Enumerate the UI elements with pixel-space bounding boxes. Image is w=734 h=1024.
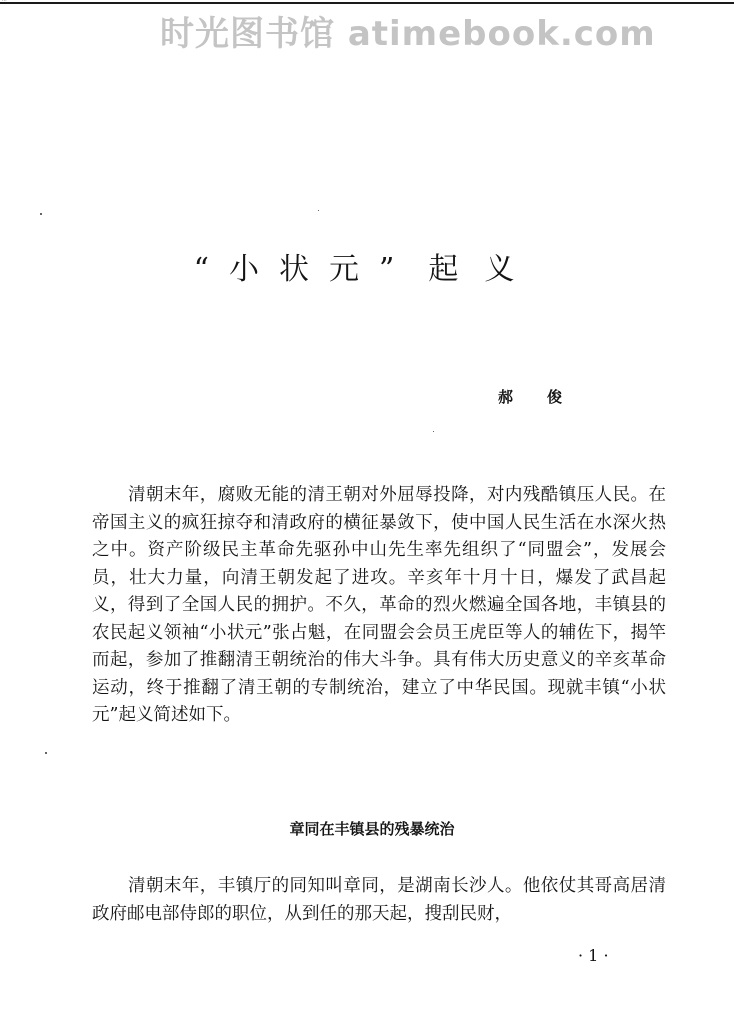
scan-speck	[318, 210, 319, 211]
corner-mark: ...	[2, 0, 7, 3]
scan-speck	[433, 431, 434, 432]
title-quoted: “小状元”	[193, 252, 415, 287]
chapter-title	[0, 250, 734, 290]
section-paragraph: 清朝末年，丰镇厅的同知叫章同，是湖南长沙人。他依仗其哥高居清政府邮电部侍郎的职位，从到任的那天起，搜刮民财，	[92, 876, 666, 924]
watermark: 时光图书馆 atimebook.com	[160, 14, 656, 54]
intro-paragraph: 清朝末年，腐败无能的清王朝对外屈辱投降，对内残酷镇压人民。在帝国主义的疯狂掠夺和清政府的横征暴敛下，使中国人民生活在水深火热之中。资产阶级民主革命先驱孙中山先生率先组织了“同盟会”，发展会员，壮大力量，向清王朝发起了进攻。辛亥年十月十日，爆发了武昌起义，得到了全国人民的拥护。不久，革命的烈火燃遍全国各地，丰镇县的农民起义领袖“小状元”张占魁，在同盟会会员王虎臣等人的辅佐下，揭竿而起，参加了推翻清王朝统治的伟大斗争。具有伟大历史意义的辛亥革命运动，终于推翻了清王朝的专制统治，建立了中华民国。现就丰镇“小状元”起义简述如下。	[92, 485, 666, 725]
top-border-line	[0, 2, 734, 4]
scan-speck	[45, 752, 47, 754]
title-rest: 起义	[428, 252, 541, 287]
scan-speck	[40, 213, 42, 215]
author-name: 郝俊	[498, 388, 597, 406]
page-number: · 1 ·	[578, 946, 609, 965]
section-heading: 章同在丰镇县的残暴统治	[289, 820, 455, 838]
